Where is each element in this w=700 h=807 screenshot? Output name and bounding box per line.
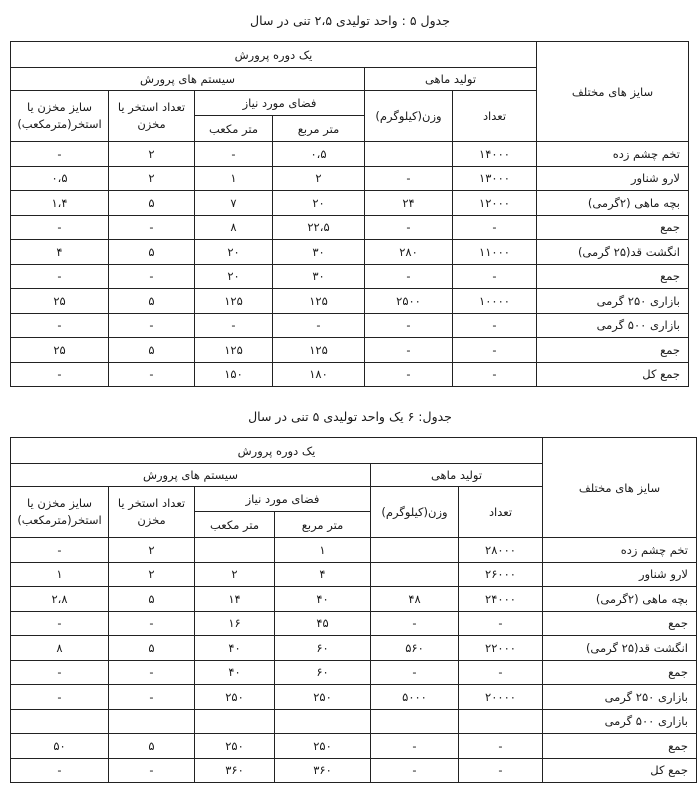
cbm-header: متر مکعب xyxy=(195,512,275,538)
count-cell: - xyxy=(459,660,543,685)
table-row xyxy=(11,587,697,612)
weight-header: وزن(کیلوگرم) xyxy=(365,91,453,142)
pool-count-cell: ۵ xyxy=(109,240,195,265)
weight-cell: - xyxy=(365,166,453,191)
weight-cell: ۲۸۰ xyxy=(365,240,453,265)
count-cell: ۲۰۰۰۰ xyxy=(459,685,543,710)
tank-size-cell: - xyxy=(11,313,109,338)
tank-size-header: سایز مخزن یا استخر(مترمکعب) xyxy=(11,487,109,538)
size-label-cell: جمع کل xyxy=(537,362,689,387)
count-cell: ۲۴۰۰۰ xyxy=(459,587,543,612)
count-header: تعداد xyxy=(459,487,543,538)
sqm-cell: ۶۰ xyxy=(275,636,371,661)
count-cell: ۲۶۰۰۰ xyxy=(459,562,543,587)
sqm-cell xyxy=(275,709,371,734)
cbm-cell: ۷ xyxy=(195,191,273,216)
count-cell: - xyxy=(459,611,543,636)
weight-cell: ۵۶۰ xyxy=(371,636,459,661)
sqm-cell: ۲۵۰ xyxy=(275,734,371,759)
size-label-cell: بازاری ۲۵۰ گرمی xyxy=(537,289,689,314)
sqm-cell: ۴۵ xyxy=(275,611,371,636)
table-row xyxy=(11,215,689,240)
cbm-cell: ۱۶ xyxy=(195,611,275,636)
table-5-caption: جدول ۵ : واحد تولیدی ۲،۵ تنی در سال xyxy=(250,13,450,28)
sqm-cell: ۴ xyxy=(275,562,371,587)
tank-size-cell: - xyxy=(11,685,109,710)
weight-cell: - xyxy=(371,611,459,636)
sizes-header: سایز های مختلف xyxy=(543,438,697,538)
table-6-caption: جدول: ۶ یک واحد تولیدی ۵ تنی در سال xyxy=(248,409,452,424)
table-row xyxy=(11,611,697,636)
cbm-cell xyxy=(195,538,275,563)
cbm-cell: ۱۲۵ xyxy=(195,289,273,314)
count-cell: ۱۰۰۰۰ xyxy=(453,289,537,314)
pool-count-header: تعداد استخر یا مخزن xyxy=(109,91,195,142)
cbm-cell: ۴۰ xyxy=(195,636,275,661)
table-6 xyxy=(10,437,697,783)
sqm-cell: ۳۰ xyxy=(273,240,365,265)
pool-count-cell: ۵ xyxy=(109,734,195,759)
production-header: تولید ماهی xyxy=(365,68,537,91)
cbm-cell: ۲۰ xyxy=(195,264,273,289)
table-row xyxy=(11,709,697,734)
tank-size-cell: ۸ xyxy=(11,636,109,661)
size-label-cell: تخم چشم زده xyxy=(543,538,697,563)
sqm-cell: ۲۵۰ xyxy=(275,685,371,710)
weight-cell xyxy=(371,709,459,734)
cbm-cell: ۴۰ xyxy=(195,660,275,685)
sqm-cell: ۱۲۵ xyxy=(273,338,365,363)
weight-cell: - xyxy=(365,264,453,289)
tank-size-cell: ۲،۸ xyxy=(11,587,109,612)
size-label-cell: جمع xyxy=(543,734,697,759)
pool-count-cell: ۲ xyxy=(109,142,195,167)
table-row xyxy=(11,734,697,759)
weight-header: وزن(کیلوگرم) xyxy=(371,487,459,538)
count-cell: ۱۲۰۰۰ xyxy=(453,191,537,216)
weight-cell: - xyxy=(365,313,453,338)
weight-cell: ۵۰۰۰ xyxy=(371,685,459,710)
sqm-header: متر مربع xyxy=(273,116,365,142)
pool-count-cell: ۲ xyxy=(109,562,195,587)
weight-cell: - xyxy=(365,362,453,387)
table-row xyxy=(11,289,689,314)
space-header: فضای مورد نیاز xyxy=(195,487,371,512)
table-row xyxy=(11,538,697,563)
table-row xyxy=(11,636,697,661)
sqm-cell: ۳۰ xyxy=(273,264,365,289)
weight-cell: - xyxy=(371,758,459,783)
table-row xyxy=(11,338,689,363)
tank-size-cell: - xyxy=(11,362,109,387)
tank-size-cell: - xyxy=(11,660,109,685)
sqm-cell: - xyxy=(273,313,365,338)
cbm-cell: ۸ xyxy=(195,215,273,240)
pool-count-cell: ۵ xyxy=(109,289,195,314)
count-cell: - xyxy=(459,734,543,759)
production-header: تولید ماهی xyxy=(371,464,543,487)
count-cell: ۱۴۰۰۰ xyxy=(453,142,537,167)
size-label-cell: جمع xyxy=(543,611,697,636)
sqm-cell: ۶۰ xyxy=(275,660,371,685)
cbm-cell xyxy=(195,709,275,734)
table-row xyxy=(11,240,689,265)
count-cell: - xyxy=(453,264,537,289)
weight-cell: - xyxy=(371,660,459,685)
weight-cell xyxy=(371,538,459,563)
pool-count-cell: ۵ xyxy=(109,636,195,661)
size-label-cell: بازاری ۵۰۰ گرمی xyxy=(543,709,697,734)
tank-size-cell: - xyxy=(11,264,109,289)
size-label-cell: بچه ماهی (۲گرمی) xyxy=(543,587,697,612)
size-label-cell: جمع کل xyxy=(543,758,697,783)
sqm-cell: ۲ xyxy=(273,166,365,191)
size-label-cell: تخم چشم زده xyxy=(537,142,689,167)
sqm-cell: ۱۸۰ xyxy=(273,362,365,387)
tank-size-header: سایز مخزن یا استخر(مترمکعب) xyxy=(11,91,109,142)
cbm-cell: ۲۵۰ xyxy=(195,734,275,759)
table-row xyxy=(11,264,689,289)
count-cell: - xyxy=(453,313,537,338)
size-label-cell: لارو شناور xyxy=(543,562,697,587)
pool-count-cell: - xyxy=(109,611,195,636)
sizes-header: سایز های مختلف xyxy=(537,42,689,142)
tank-size-cell: - xyxy=(11,215,109,240)
cbm-cell: ۲ xyxy=(195,562,275,587)
cbm-cell: ۱۵۰ xyxy=(195,362,273,387)
count-header: تعداد xyxy=(453,91,537,142)
cbm-cell: - xyxy=(195,142,273,167)
pool-count-cell: - xyxy=(109,264,195,289)
pool-count-cell: ۵ xyxy=(109,191,195,216)
cycle-header: یک دوره پرورش xyxy=(11,438,543,464)
sqm-cell: ۰،۵ xyxy=(273,142,365,167)
weight-cell: ۲۵۰۰ xyxy=(365,289,453,314)
cbm-cell: ۱۲۵ xyxy=(195,338,273,363)
count-cell: - xyxy=(459,758,543,783)
pool-count-cell: - xyxy=(109,660,195,685)
cbm-cell: ۲۰ xyxy=(195,240,273,265)
cbm-cell: ۲۵۰ xyxy=(195,685,275,710)
table-row xyxy=(11,166,689,191)
size-label-cell: بچه ماهی (۲گرمی) xyxy=(537,191,689,216)
count-cell: ۱۳۰۰۰ xyxy=(453,166,537,191)
table-row xyxy=(11,362,689,387)
sqm-cell: ۱ xyxy=(275,538,371,563)
count-cell: - xyxy=(453,362,537,387)
tank-size-cell: ۱،۴ xyxy=(11,191,109,216)
size-label-cell: جمع xyxy=(537,215,689,240)
cbm-cell: ۱۴ xyxy=(195,587,275,612)
sqm-cell: ۲۲،۵ xyxy=(273,215,365,240)
cbm-cell: - xyxy=(195,313,273,338)
size-label-cell: جمع xyxy=(537,264,689,289)
count-cell: ۲۲۰۰۰ xyxy=(459,636,543,661)
sqm-header: متر مربع xyxy=(275,512,371,538)
tank-size-cell: ۴ xyxy=(11,240,109,265)
tank-size-cell: ۲۵ xyxy=(11,338,109,363)
pool-count-cell: - xyxy=(109,313,195,338)
pool-count-header: تعداد استخر یا مخزن xyxy=(109,487,195,538)
size-label-cell: جمع xyxy=(537,338,689,363)
weight-cell: ۴۸ xyxy=(371,587,459,612)
system-header: سیستم های پرورش xyxy=(11,464,371,487)
space-header: فضای مورد نیاز xyxy=(195,91,365,116)
pool-count-cell: - xyxy=(109,362,195,387)
sqm-cell: ۲۰ xyxy=(273,191,365,216)
table-5 xyxy=(10,41,689,387)
cbm-cell: ۱ xyxy=(195,166,273,191)
pool-count-cell: ۲ xyxy=(109,538,195,563)
pool-count-cell: - xyxy=(109,758,195,783)
tank-size-cell: ۵۰ xyxy=(11,734,109,759)
table-row xyxy=(11,660,697,685)
table-row xyxy=(11,191,689,216)
weight-cell xyxy=(365,142,453,167)
table-row xyxy=(11,758,697,783)
cbm-cell: ۳۶۰ xyxy=(195,758,275,783)
pool-count-cell xyxy=(109,709,195,734)
sqm-cell: ۱۲۵ xyxy=(273,289,365,314)
count-cell: - xyxy=(453,215,537,240)
count-cell: - xyxy=(453,338,537,363)
weight-cell xyxy=(371,562,459,587)
table-row xyxy=(11,313,689,338)
pool-count-cell: ۲ xyxy=(109,166,195,191)
size-label-cell: لارو شناور xyxy=(537,166,689,191)
tank-size-cell: - xyxy=(11,611,109,636)
pool-count-cell: - xyxy=(109,685,195,710)
count-cell xyxy=(459,709,543,734)
tank-size-cell: - xyxy=(11,758,109,783)
pool-count-cell: ۵ xyxy=(109,338,195,363)
weight-cell: ۲۴ xyxy=(365,191,453,216)
count-cell: ۲۸۰۰۰ xyxy=(459,538,543,563)
tank-size-cell: - xyxy=(11,538,109,563)
tank-size-cell: ۰،۵ xyxy=(11,166,109,191)
weight-cell: - xyxy=(365,338,453,363)
pool-count-cell: ۵ xyxy=(109,587,195,612)
table-row xyxy=(11,142,689,167)
sqm-cell: ۳۶۰ xyxy=(275,758,371,783)
tank-size-cell: ۱ xyxy=(11,562,109,587)
size-label-cell: جمع xyxy=(543,660,697,685)
weight-cell: - xyxy=(365,215,453,240)
cbm-header: متر مکعب xyxy=(195,116,273,142)
tank-size-cell: - xyxy=(11,142,109,167)
size-label-cell: انگشت قد(۲۵ گرمی) xyxy=(537,240,689,265)
size-label-cell: انگشت قد(۲۵ گرمی) xyxy=(543,636,697,661)
tank-size-cell: ۲۵ xyxy=(11,289,109,314)
size-label-cell: بازاری ۵۰۰ گرمی xyxy=(537,313,689,338)
system-header: سیستم های پرورش xyxy=(11,68,365,91)
tank-size-cell xyxy=(11,709,109,734)
cycle-header: یک دوره پرورش xyxy=(11,42,537,68)
pool-count-cell: - xyxy=(109,215,195,240)
table-row xyxy=(11,685,697,710)
size-label-cell: بازاری ۲۵۰ گرمی xyxy=(543,685,697,710)
weight-cell: - xyxy=(371,734,459,759)
table-row xyxy=(11,562,697,587)
sqm-cell: ۴۰ xyxy=(275,587,371,612)
count-cell: ۱۱۰۰۰ xyxy=(453,240,537,265)
